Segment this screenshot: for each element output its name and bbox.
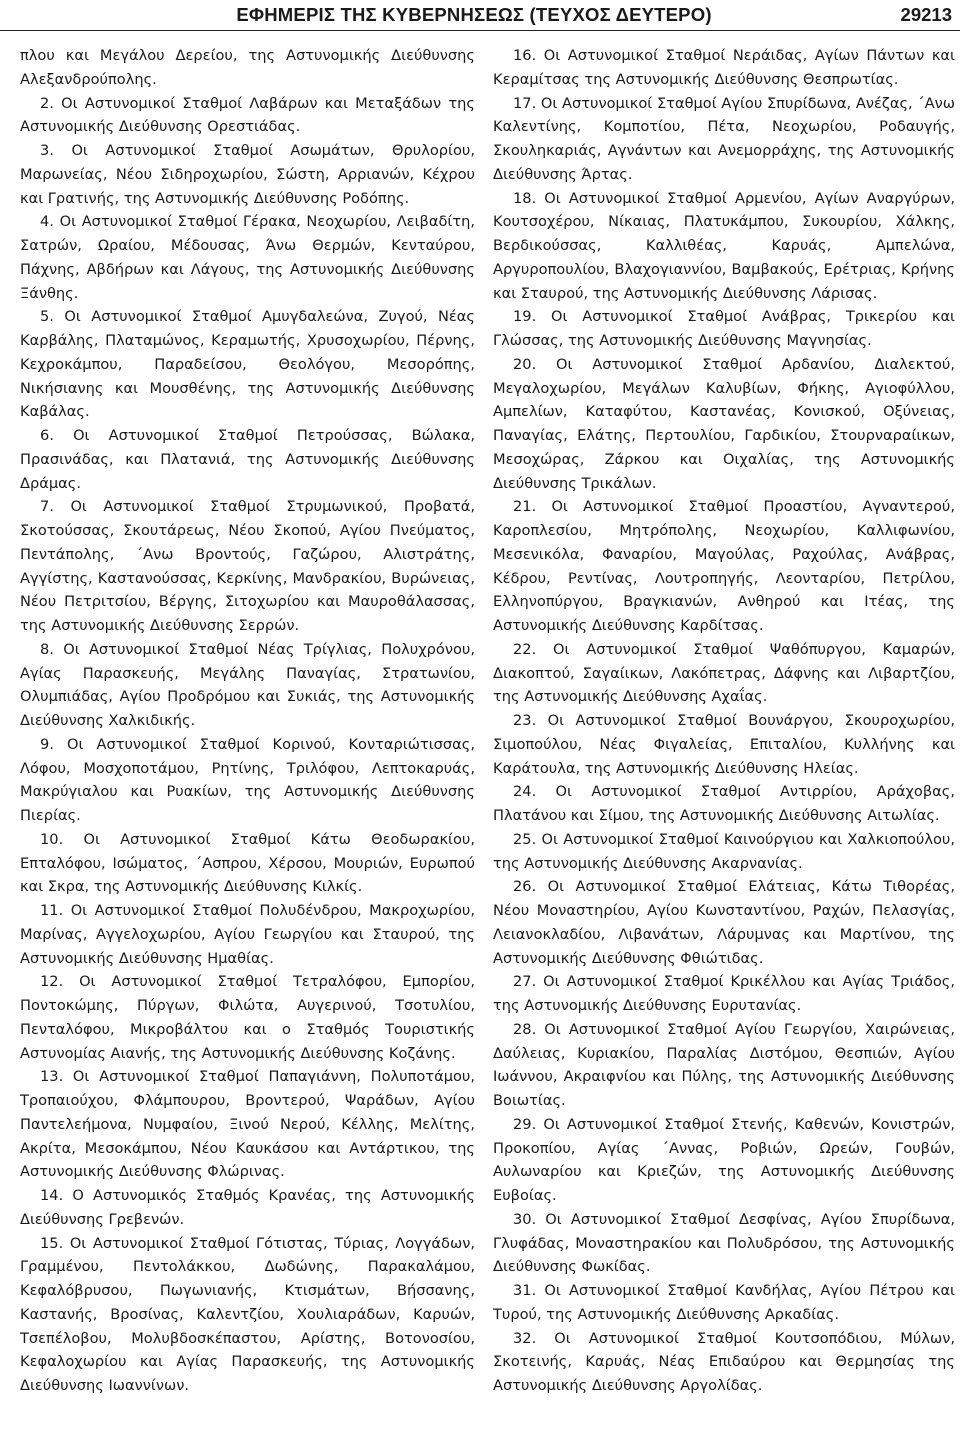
paragraph-item-32: 32. Οι Αστυνομικοί Σταθμοί Κουτσοπόδιου, Μύλων, Σκοτεινής, Καρυάς, Νέας Επιδαύρου και Θερμησίας της Αστυνομικής Διεύθυνσης Αργολίδας. xyxy=(493,1329,955,1394)
paragraph-item-25: 25. Οι Αστυνομικοί Σταθμοί Καινούργιου και Χαλκιοπούλου, της Αστυνομικής Διεύθυνσης Ακαρνανίας. xyxy=(493,830,955,872)
paragraph-item-30: 30. Οι Αστυνομικοί Σταθμοί Δεσφίνας, Αγίου Σπυρίδωνα, Γλυφάδας, Μοναστηρακίου και Πολυδρόσου, της Αστυνομικής Διεύθυνσης Φωκίδας. xyxy=(493,1210,955,1276)
paragraph-item-15: 15. Οι Αστυνομικοί Σταθμοί Γότιστας, Τύριας, Λογγάδων, Γραμμένου, Πεντολάκκου, Δωδώνης, Παρακαλάμου, Κεφαλόβρυσου, Πωγωνιανής, Κτισμάτων, Βήσσανης, Καστανής, Βροσίνας, Καλεντζίου, Χουλιαράδων, Καρυών, Τσεπέλοβου, Μολυβδοσκέπαστου, Αρίστης, Βοτονοσίου, Κεφαλοχωρίου και Αγίας Παρασκευής, της Αστυνομικής Διεύθυνσης Ιωαννίνων. xyxy=(20,1234,475,1394)
paragraph-item-10: 10. Οι Αστυνομικοί Σταθμοί Κάτω Θεοδωρακίου, Επταλόφου, Ισώματος, ΄Ασπρου, Χέρσου, Μουριών, Ευρωπού και Σκρα, της Αστυνομικής Διεύθυνσης Κιλκίς. xyxy=(20,830,475,896)
paragraph-item-29: 29. Οι Αστυνομικοί Σταθμοί Στενής, Καθενών, Κονιστρών, Προκοπίου, Αγίας ΄Αννας, Ροβιών, Ωρεών, Γουβών, Αυλωναρίου και Κριεζών, της Αστυνομικής Διεύθυνσης Ευβοίας. xyxy=(493,1115,955,1204)
paragraph-item-26: 26. Οι Αστυνομικοί Σταθμοί Ελάτειας, Κάτω Τιθορέας, Νέου Μοναστηρίου, Αγίου Κωνσταντίνου, Ραχών, Πελασγίας, Λειανοκλαδίου, Λιβανάτων, Λάρυμνας και Μαρτίνου, της Αστυνομικής Διεύθυνσης Φθιώτιδας. xyxy=(493,878,955,967)
page-header xyxy=(0,0,960,34)
paragraph-item-27: 27. Οι Αστυνομικοί Σταθμοί Κρικέλλου και Αγίας Τριάδος, της Αστυνομικής Διεύθυνσης Ευρυτανίας. xyxy=(493,973,955,1014)
paragraph-item-21: 21. Οι Αστυνομικοί Σταθμοί Προαστίου, Αγναντερού, Καροπλεσίου, Μητρόπολης, Νεοχωρίου, Καλλιφωνίου, Μεσενικόλα, Φαναρίου, Μαγούλας, Ραχούλας, Ανάβρας, Κέδρου, Ρεντίνας, Λουτροπηγής, Λεονταρίου, Πετρίλου, Ελληνοπύργου, Βραγκιανών, Ανθηρού και Ιτέας, της Αστυνομικής Διεύθυνσης Καρδίτσας. xyxy=(493,498,955,634)
paragraph-item-11: 11. Οι Αστυνομικοί Σταθμοί Πολυδένδρου, Μακροχωρίου, Μαρίνας, Αγγελοχωρίου, Αγίου Γεωργίου και Σταυρού, της Αστυνομικής Διεύθυνσης Ημαθίας. xyxy=(20,902,475,967)
page-number: 29213 xyxy=(900,4,952,25)
paragraph-item-13: 13. Οι Αστυνομικοί Σταθμοί Παπαγιάννη, Πολυποτάμου, Τροπαιούχου, Φλάμπουρου, Βροντερού, Ψαράδων, Αγίου Παντελεήμονα, Νυμφαίου, Ξινού Νερού, Κέλλης, Μελίτης, Ακρίτα, Μεσοκάμπου, Νέου Καυκάσου και Αντάρτικου, της Αστυνομικής Διεύθυνσης Φλώρινας. xyxy=(20,1068,475,1181)
paragraph-item-14: 14. Ο Αστυνομικός Σταθμός Κρανέας, της Αστυνομικής Διεύθυνσης Γρεβενών. xyxy=(20,1187,475,1228)
paragraph-item-8: 8. Οι Αστυνομικοί Σταθμοί Νέας Τρίγλιας, Πολυχρόνου, Αγίας Παρασκευής, Μεγάλης Παναγίας, Στρατωνίου, Ολυμπιάδας, Αγίου Προδρόμου και Συκιάς, της Αστυνομικής Διεύθυνσης Χαλκιδικής. xyxy=(20,640,475,729)
paragraph-item-18: 18. Οι Αστυνομικοί Σταθμοί Αρμενίου, Αγίων Αναργύρων, Κουτσοχέρου, Νίκαιας, Πλατυκάμπου, Συκουρίου, Χάλκης, Βερδικούσσας, Καλλιθέας, Καρυάς, Αμπελώνα, Αργυροπουλίου, Βλαχογιαννίου, Βαμβακούς, Ερέτριας, Κρήνης και Σταυρού, της Αστυνομικής Διεύθυνσης Λάρισας. xyxy=(493,189,955,302)
paragraph-item-20: 20. Οι Αστυνομικοί Σταθμοί Αρδανίου, Διαλεκτού, Μεγαλοχωρίου, Μεγάλων Καλυβίων, Φήκης, Αγιοφύλλου, Αμπελίων, Καταφύτου, Καστανέας, Κονισκού, Οξύνειας, Παναγίας, Ελάτης, Περτουλίου, Γαρδικίου, Στουρναραίικων, Μεσοχώρας, Ζάρκου και Οιχαλίας, της Αστυνομικής Διεύθυνσης Τρικάλων. xyxy=(493,355,955,492)
paragraph-item-3: 3. Οι Αστυνομικοί Σταθμοί Ασωμάτων, Θρυλορίου, Μαρωνείας, Νέου Σιδηροχωρίου, Σώστη, Αρριανών, Κέχρου και Γρατινής, της Αστυνομικής Διεύθυνσης Ροδόπης. xyxy=(20,142,475,207)
paragraph-item-6: 6. Οι Αστυνομικοί Σταθμοί Πετρούσσας, Βώλακα, Πρασινάδας, και Πλατανιά, της Αστυνομικής Διεύθυνσης Δράμας. xyxy=(20,427,475,492)
paragraph-item-17: 17. Οι Αστυνομικοί Σταθμοί Αγίου Σπυρίδωνα, Ανέζας, ΄Ανω Καλεντίνης, Κομποτίου, Πέτα, Νεοχωρίου, Ροδαυγής, Σκουληκαριάς, Αγνάντων και Ανεμορράχης, της Αστυνομικής Διεύθυνσης Άρτας. xyxy=(493,94,955,183)
paragraph-item-7: 7. Οι Αστυνομικοί Σταθμοί Στρυμωνικού, Προβατά, Σκοτούσσας, Σκουτάρεως, Νέου Σκοπού, Αγίου Πνεύματος, Πεντάπολης, ΄Ανω Βροντούς, Γαζώρου, Αλιστράτης, Αγγίστης, Καστανούσσας, Κερκίνης, Μανδρακίου, Βυρώνειας, Νέου Πετριτσίου, Βέργης, Σιτοχωρίου και Μαυροθάλασσας, της Αστυνομικής Διεύθυνσης Σερρών. xyxy=(20,498,475,634)
paragraph-item-9: 9. Οι Αστυνομικοί Σταθμοί Κορινού, Κονταριώτισσας, Λόφου, Μοσχοποτάμου, Ρητίνης, Τριλόφου, Λεπτοκαρυάς, Μακρύγιαλου και Ρυακίων, της Αστυνομικής Διεύθυνσης Πιερίας. xyxy=(20,735,475,824)
paragraph-item-31: 31. Οι Αστυνομικοί Σταθμοί Κανδήλας, Αγίου Πέτρου και Τυρού, της Αστυνομικής Διεύθυνσης Αρκαδίας. xyxy=(493,1282,955,1323)
left-column xyxy=(20,44,475,1398)
paragraph-item-16: 16. Οι Αστυνομικοί Σταθμοί Νεράιδας, Αγίων Πάντων και Κεραμίτσας της Αστυνομικής Διεύθυνσης Θεσπρωτίας. xyxy=(493,47,955,88)
paragraph-item-28: 28. Οι Αστυνομικοί Σταθμοί Αγίου Γεωργίου, Χαιρώνειας, Δαύλειας, Κυριακίου, Παραλίας Διστόμου, Θεσπιών, Αγίου Ιωάννου, Ακραιφνίου και Πύλης, της Αστυνομικής Διεύθυνσης Βοιωτίας. xyxy=(493,1020,955,1109)
gazette-title: ΕΦΗΜΕΡΙΣ ΤΗΣ ΚΥΒΕΡΝΗΣΕΩΣ (ΤΕΥΧΟΣ ΔΕΥΤΕΡΟ) xyxy=(236,4,712,25)
paragraph-continuation: πλου και Μεγάλου Δερείου, της Αστυνομικής Διεύθυνσης Αλεξανδρούπολης. xyxy=(20,47,475,88)
header-divider xyxy=(0,30,960,31)
paragraph-item-4: 4. Οι Αστυνομικοί Σταθμοί Γέρακα, Νεοχωρίου, Λειβαδίτη, Σατρών, Ωραίου, Μέδουσας, Άνω Θερμών, Κενταύρου, Πάχνης, Αβδήρων και Λάγους, της Αστυνομικής Διεύθυνσης Ξάνθης. xyxy=(20,213,475,302)
paragraph-item-22: 22. Οι Αστυνομικοί Σταθμοί Ψαθόπυργου, Καμαρών, Διακοπτού, Σαγαίικων, Λακόπετρας, Δάφνης και Λιβαρτζίου, της Αστυνομικής Διεύθυνσης Αχαΐας. xyxy=(493,640,955,706)
paragraph-item-24: 24. Οι Αστυνομικοί Σταθμοί Αντιρρίου, Αράχοβας, Πλατάνου και Σίμου, της Αστυνομικής Διεύθυνσης Αιτωλίας. xyxy=(493,783,955,824)
paragraph-item-2: 2. Οι Αστυνομικοί Σταθμοί Λαβάρων και Μεταξάδων της Αστυνομικής Διεύθυνσης Ορεστιάδας. xyxy=(20,94,475,136)
right-column xyxy=(493,44,955,1398)
paragraph-item-5: 5. Οι Αστυνομικοί Σταθμοί Αμυγδαλεώνα, Ζυγού, Νέας Καρβάλης, Πλαταμώνος, Κεραμωτής, Χρυσοχωρίου, Πέρνης, Κεχροκάμπου, Παραδείσου, Θεολόγου, Μεσορόπης, Νικήσιανης και Μουσθένης, της Αστυνομικής Διεύθυνσης Καβάλας. xyxy=(20,308,475,421)
paragraph-item-12: 12. Οι Αστυνομικοί Σταθμοί Τετραλόφου, Εμπορίου, Ποντοκώμης, Πύργων, Φιλώτα, Αυγερινού, Τσοτυλίου, Πενταλόφου, Μικροβάλτου και ο Σταθμός Τουριστικής Αστυνομίας Αιανής, της Αστυνομικής Διεύθυνσης Κοζάνης. xyxy=(20,973,475,1062)
paragraph-item-23: 23. Οι Αστυνομικοί Σταθμοί Βουνάργου, Σκουροχωρίου, Σιμοπούλου, Νέας Φιγαλείας, Επιταλίου, Κυλλήνης και Καράτουλα, της Αστυνομικής Διεύθυνσης Ηλείας. xyxy=(493,712,955,777)
paragraph-item-19: 19. Οι Αστυνομικοί Σταθμοί Ανάβρας, Τρικερίου και Γλώσσας, της Αστυνομικής Διεύθυνσης Μαγνησίας. xyxy=(493,308,955,349)
